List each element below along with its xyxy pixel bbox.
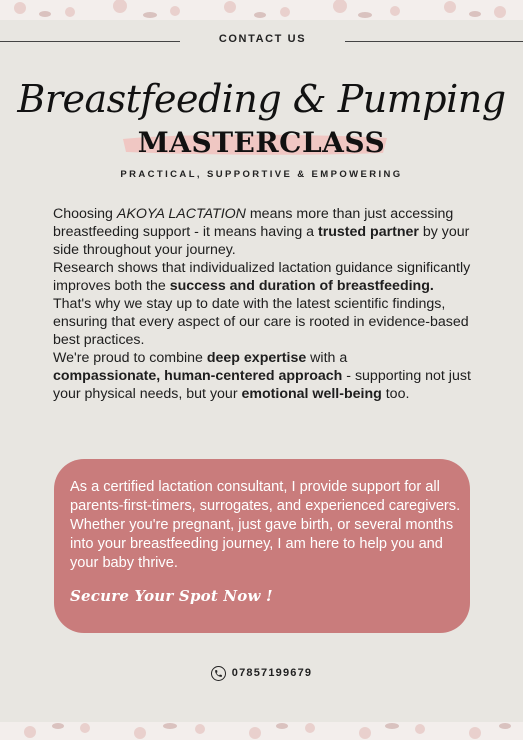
card-description: As a certified lactation consultant, I provide support for all parents-first-timers, surrogates, and experienced caregivers. Whether you're pregnant, just gave birth, or several months into your breastfeeding journey, I am here to help you and your baby thrive. <box>70 479 461 571</box>
intro-paragraphs <box>53 205 473 403</box>
contact-header <box>0 33 523 49</box>
paragraph-approach: We're proud to combine deep expertise with a compassionate, human-centered approach - supporting not just your physical needs, but your emotional well-being too. <box>53 350 471 402</box>
floral-border-top <box>0 0 523 20</box>
tagline: PRACTICAL, SUPPORTIVE & EMPOWERING <box>120 169 403 180</box>
divider-left <box>0 41 180 42</box>
contact-us-link[interactable]: CONTACT US <box>218 33 307 45</box>
paragraph-research: Research shows that individualized lactation guidance significantly improves both the success and duration of breastfeeding. <box>53 260 471 294</box>
divider-right <box>345 41 523 42</box>
consultant-card <box>54 459 470 633</box>
phone-icon <box>211 666 226 681</box>
paragraph-science: That's why we stay up to date with the latest scientific findings, ensuring that every aspect of our care is rooted in evidence-based best practices. <box>53 296 469 348</box>
title-masterclass: MASTERCLASS <box>137 126 386 159</box>
secure-spot-link[interactable]: Secure Your Spot Now ! <box>70 587 273 605</box>
phone-number[interactable]: 07857199679 <box>231 667 313 679</box>
floral-border-bottom <box>0 722 523 740</box>
brand-name: AKOYA LACTATION <box>116 206 246 222</box>
phone-contact[interactable] <box>0 664 523 682</box>
title-script-line: Breastfeeding & Pumping <box>17 77 506 121</box>
paragraph-choosing: Choosing AKOYA LACTATION means more than just accessing breastfeeding support - it means having a trusted partner by your side throughout your journey. <box>53 206 470 258</box>
